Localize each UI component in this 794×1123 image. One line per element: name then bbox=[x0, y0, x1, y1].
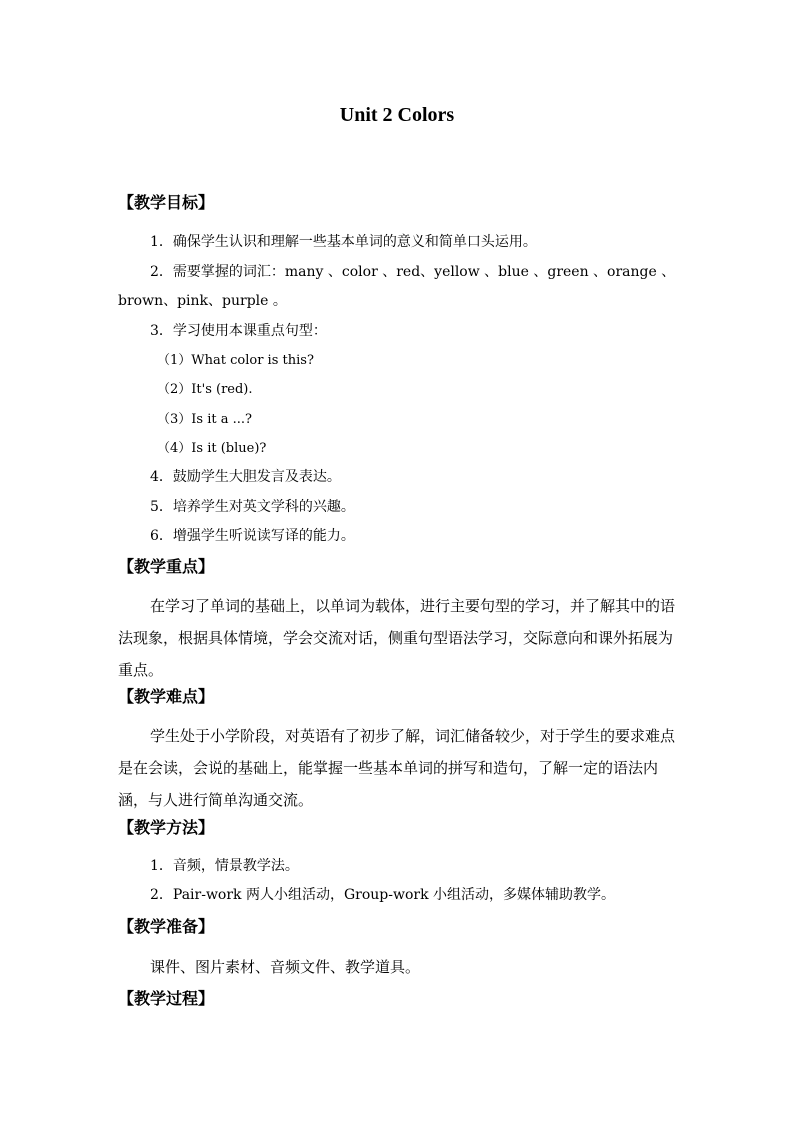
objective-item: 1．确保学生认识和理解一些基本单词的意义和简单口头运用。 bbox=[150, 234, 537, 250]
heading-objectives: 【教学目标】 bbox=[118, 193, 215, 212]
objective-item: 2．需要掌握的词汇：many 、color 、red、yellow 、blue 、green 、orange 、 bbox=[150, 264, 676, 280]
objective-item: 6．增强学生听说读写译的能力。 bbox=[150, 528, 355, 544]
objective-item: 5．培养学生对英文学科的兴趣。 bbox=[150, 499, 355, 515]
heading-key-points: 【教学重点】 bbox=[118, 557, 215, 576]
difficulties-text: 学生处于小学阶段，对英语有了初步了解，词汇储备较少，对于学生的要求难点是在会读，会说的基础上，能掌握一些基本单词的拼写和造句，了解一定的语法内涵，与人进行简单沟通交流。 bbox=[118, 727, 676, 809]
objective-sentence: （3）Is it a ...? bbox=[157, 412, 252, 427]
objective-sentence: （1）What color is this? bbox=[157, 353, 314, 368]
objective-item: 3．学习使用本课重点句型： bbox=[150, 323, 327, 339]
document-title: Unit 2 Colors bbox=[339, 104, 455, 126]
method-item: 2．Pair-work 两人小组活动，Group-work 小组活动，多媒体辅助教学。 bbox=[150, 887, 616, 903]
objective-item: 4．鼓励学生大胆发言及表达。 bbox=[150, 469, 341, 485]
heading-difficulties: 【教学难点】 bbox=[118, 687, 215, 706]
heading-methods: 【教学方法】 bbox=[118, 818, 215, 837]
heading-preparation: 【教学准备】 bbox=[118, 917, 215, 936]
heading-process: 【教学过程】 bbox=[118, 989, 215, 1008]
preparation-text: 课件、图片素材、音频文件、教学道具。 bbox=[150, 958, 421, 976]
method-item: 1．音频，情景教学法。 bbox=[150, 858, 299, 874]
objective-sentence: （2）It's (red). bbox=[157, 382, 253, 397]
objective-item: brown、pink、purple 。 bbox=[118, 293, 287, 309]
key-points-text: 在学习了单词的基础上，以单词为载体，进行主要句型的学习，并了解其中的语法现象，根据具体情境，学会交流对话，侧重句型语法学习，交际意向和课外拓展为重点。 bbox=[118, 597, 676, 679]
objective-sentence: （4）Is it (blue)? bbox=[157, 441, 267, 456]
